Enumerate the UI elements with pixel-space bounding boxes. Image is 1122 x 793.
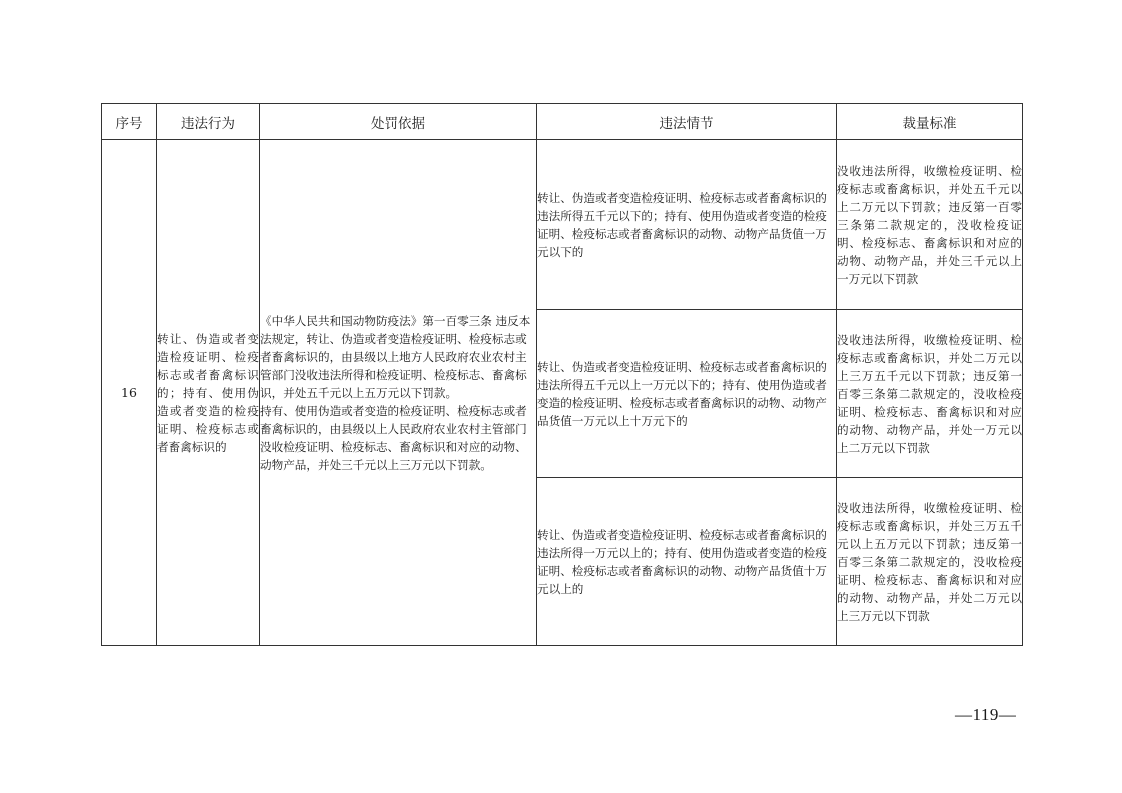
standard-cell: 没收违法所得，收缴检疫证明、检疫标志或畜禽标识，并处二万元以上三万五千元以下罚款；违反第一百零三条第二款规定的，没收检疫证明、检疫标志、畜禽标识和对应的动物、动物产品，并处一万元以上二万元以下罚款 bbox=[837, 310, 1023, 478]
penalty-table bbox=[101, 103, 1023, 646]
table-header-row bbox=[102, 104, 1023, 140]
header-violation: 违法行为 bbox=[157, 104, 260, 140]
basis-paragraph-1: 《中华人民共和国动物防疫法》第一百零三条 违反本法规定，转让、伪造或者变造检疫证明、检疫标志或者畜禽标识的，由县级以上地方人民政府农业农村主管部门没收违法所得和检疫证明、检疫标志、畜禽标识，并处五千元以上五万元以下罚款。 bbox=[260, 313, 531, 400]
header-penalty-basis: 处罚依据 bbox=[260, 104, 537, 140]
page-number: —119— bbox=[955, 705, 1017, 724]
standard-cell: 没收违法所得，收缴检疫证明、检疫标志或畜禽标识，并处五千元以上二万元以下罚款；违反第一百零三条第二款规定的，没收检疫证明、检疫标志、畜禽标识和对应的动物、动物产品，并处三千元以上一万元以下罚款 bbox=[837, 140, 1023, 310]
standard-cell: 没收违法所得，收缴检疫证明、检疫标志或畜禽标识，并处三万五千元以上五万元以下罚款；违反第一百零三条第二款规定的，没收检疫证明、检疫标志、畜禽标识和对应的动物、动物产品，并处二万元以上三万元以下罚款 bbox=[837, 478, 1023, 646]
table-row bbox=[102, 140, 1023, 310]
row-seq: 16 bbox=[102, 140, 157, 646]
circumstance-cell: 转让、伪造或者变造检疫证明、检疫标志或者畜禽标识的违法所得五千元以上一万元以下的；持有、使用伪造或者变造的检疫证明、检疫标志或者畜禽标识的动物、动物产品货值一万元以上十万元下的 bbox=[537, 310, 837, 478]
circumstance-cell: 转让、伪造或者变造检疫证明、检疫标志或者畜禽标识的违法所得一万元以上的；持有、使用伪造或者变造的检疫证明、检疫标志或者畜禽标识的动物、动物产品货值十万元以上的 bbox=[537, 478, 837, 646]
basis-paragraph-2: 持有、使用伪造或者变造的检疫证明、检疫标志或者畜禽标识的，由县级以上人民政府农业农村主管部门没收检疫证明、检疫标志、畜禽标识和对应的动物、动物产品，并处三千元以上三万元以下罚款。 bbox=[260, 403, 527, 472]
header-circumstance: 违法情节 bbox=[537, 104, 837, 140]
header-discretion-standard: 裁量标准 bbox=[837, 104, 1023, 140]
penalty-basis-cell bbox=[260, 140, 537, 646]
circumstance-cell: 转让、伪造或者变造检疫证明、检疫标志或者畜禽标识的违法所得五千元以下的；持有、使用伪造或者变造的检疫证明、检疫标志或者畜禽标识的动物、动物产品货值一万元以下的 bbox=[537, 140, 837, 310]
header-seq: 序号 bbox=[102, 104, 157, 140]
violation-cell: 转让、伪造或者变造检疫证明、检疫标志或者畜禽标识的；持有、使用伪造或者变造的检疫证明、检疫标志或者畜禽标识的 bbox=[157, 140, 260, 646]
